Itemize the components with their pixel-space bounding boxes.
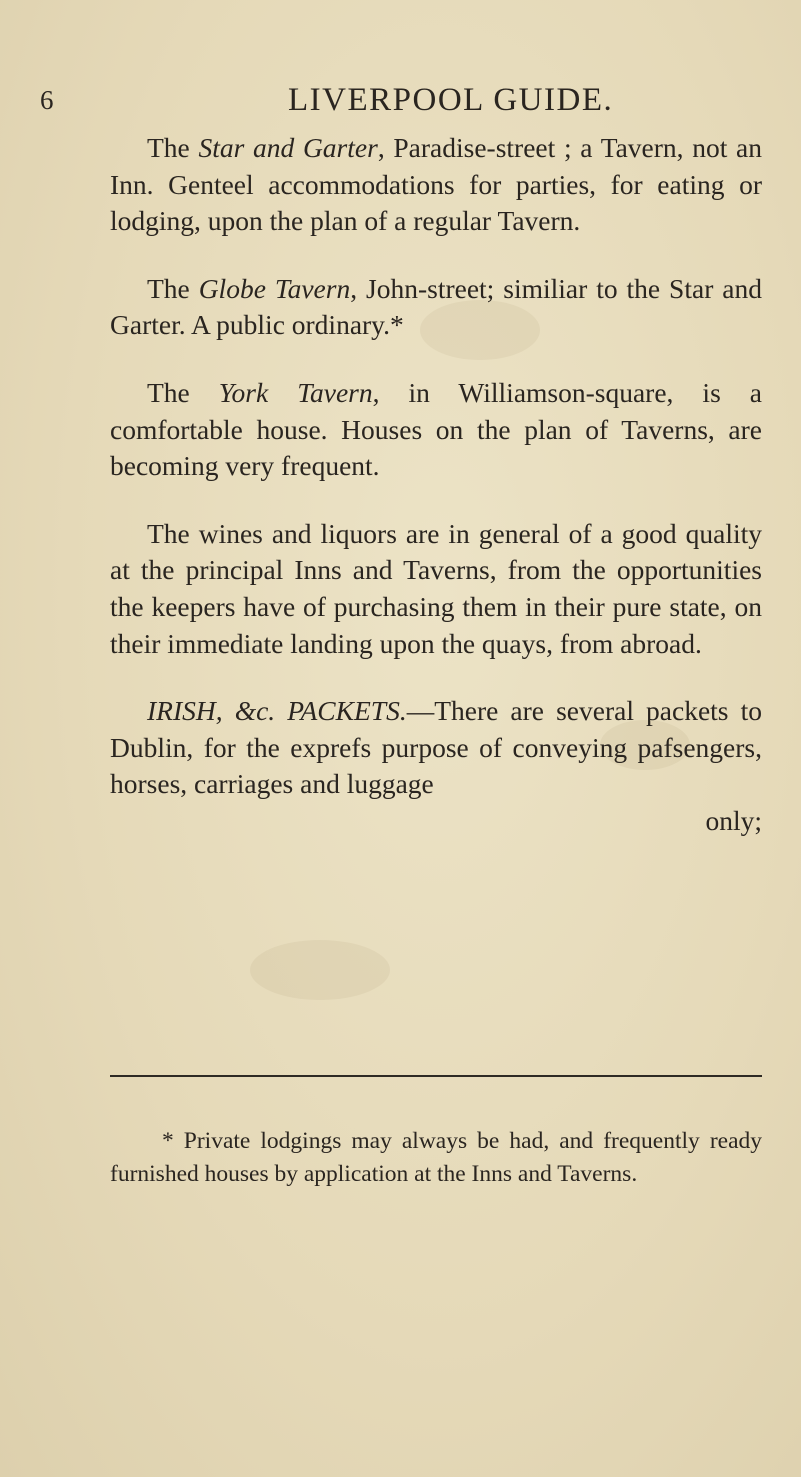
paragraph-irish-packets: IRISH, &c. PACKETS.—There are several packets to Dublin, for the exprefs purpose of conveying pafsengers, horses, carriages and luggage xyxy=(110,695,762,800)
paragraph-york-tavern: The York Tavern, in Williamson-square, is a comfortable house. Houses on the plan of Taverns, are becoming very frequent. xyxy=(110,376,762,482)
main-text xyxy=(110,130,762,840)
tavern-name: York Tavern xyxy=(218,376,373,408)
paragraph-star-and-garter: The Star and Garter, Paradise-street ; a Tavern, not an Inn. Genteel accommodations for parties, for eating or lodging, upon the plan of a regular Tavern. xyxy=(110,132,763,237)
tavern-name: Star and Garter xyxy=(198,132,378,163)
catchword: only; xyxy=(705,804,762,836)
footnote: * Private lodgings may always be had, and frequently ready furnished houses by application at the Inns and Taverns. xyxy=(110,1128,762,1187)
page-title: LIVERPOOL GUIDE. xyxy=(288,82,614,118)
running-head xyxy=(40,80,780,120)
tavern-name: Globe Tavern xyxy=(198,272,351,304)
paragraph-wines: The wines and liquors are in general of a good quality at the principal Inns and Taverns, from the opportunities the keepers have of purchasing them in their pure state, on their immediate landing upon the quays, from abroad. xyxy=(110,517,762,659)
footnote-rule xyxy=(110,1075,762,1077)
page-number: 6 xyxy=(40,85,54,115)
paragraph-globe-tavern: The Globe Tavern, John-street; similiar to the Star and Garter. A public ordinary.* xyxy=(110,272,762,341)
section-heading: IRISH, &c. PACKETS. xyxy=(147,695,407,727)
